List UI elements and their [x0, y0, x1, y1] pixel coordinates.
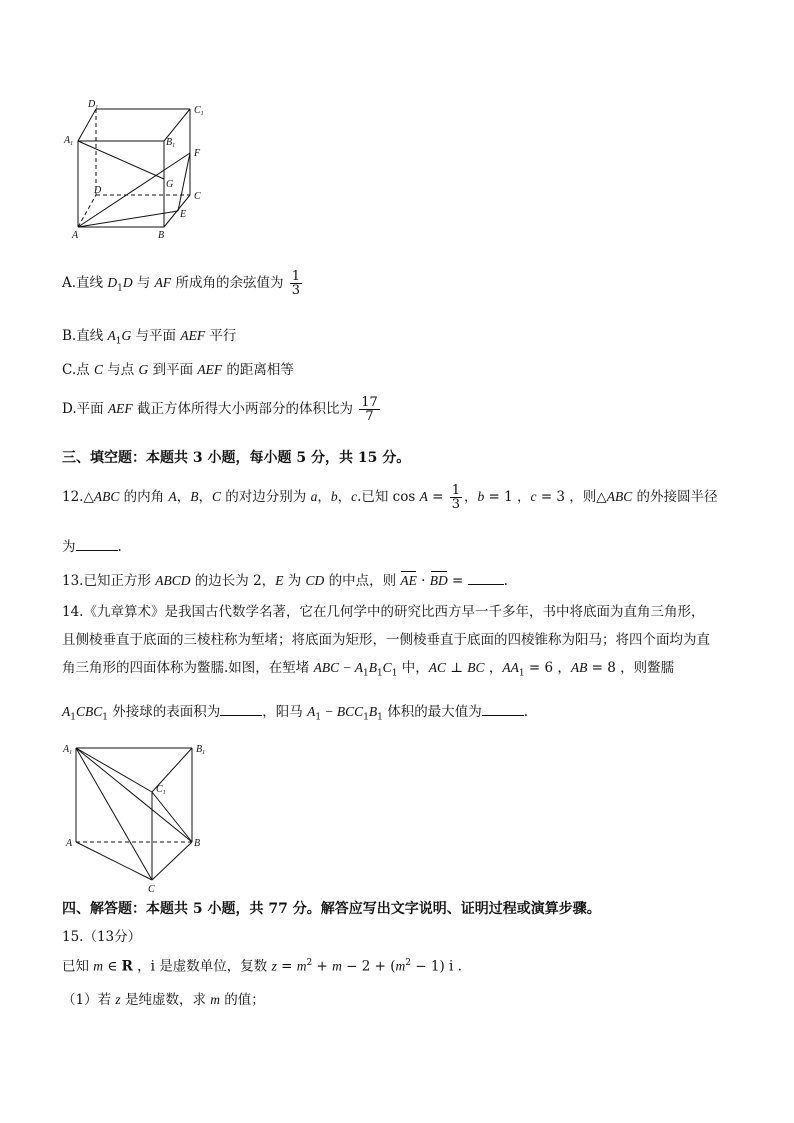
option-c: C.点 C 与点 G 到平面 AEF 的距离相等: [62, 362, 294, 378]
fraction-17-7: $\frac{17}{7}$: [361, 395, 378, 424]
label-A1: $A_1$: [64, 135, 74, 147]
section-3-heading: 三、填空题：本题共 3 小题，每小题 5 分，共 15 分。: [62, 450, 411, 466]
label-C1: $C_1$: [194, 105, 204, 117]
label-B-fig2: B: [194, 838, 201, 849]
section-4-heading: 四、解答题：本题共 5 小题，共 77 分。解答应写出文字说明、证明过程或演算步骤。: [62, 901, 601, 917]
label-B: B: [158, 230, 165, 241]
question-13: 13.已知正方形 ABCD 的边长为 2，E 为 CD 的中点，则 AE · BD = .: [62, 573, 508, 589]
vector-bd: BD: [429, 573, 448, 588]
label-B1-fig2: $B_1$: [196, 744, 206, 756]
label-F: F: [194, 148, 201, 159]
question-14-line1: 14.《九章算术》是我国古代数学名著，它在几何学中的研究比西方早一千多年，书中将底面为直角三角形，: [62, 604, 705, 620]
question-14-line3: 角三角形的四面体称为鳖臑.如图，在堑堵 ABC − $A_1B_1C_1$ 中，AC ⊥ BC ，$AA_1 = 6$ ，AB = 8 ，则鳖臑: [62, 660, 675, 679]
question-14-line2: 且侧棱垂直于底面的三棱柱称为堑堵；将底面为矩形，一侧棱垂直于底面的四棱锥称为阳马；将四个面均为直: [62, 632, 710, 648]
question-15-part1: （1）若 z 是纯虚数，求 m 的值；: [62, 992, 265, 1008]
question-12-line2: 为 .: [62, 539, 122, 555]
prism-figure: [60, 738, 220, 898]
question-14-line4: $A_1CBC_1$ 外接球的表面积为 ，阳马 $A_1 - BCC_1B_1$ 体积的最大值为 .: [62, 704, 528, 723]
answer-blank-q13[interactable]: [468, 572, 504, 585]
option-d: D.平面 AEF 截正方体所得大小两部分的体积比为 $\frac{17}{7}$: [62, 395, 378, 424]
answer-blank-q12[interactable]: [76, 538, 118, 551]
vector-ae: AE: [400, 573, 417, 588]
question-15-stem: 已知 m ∈ R ，i 是虚数单位，复数 $z = m^2 + m - 2 + (m^2 - 1)$ i .: [62, 958, 462, 975]
label-C: C: [194, 191, 201, 202]
label-D1: $D_1$: [88, 99, 99, 111]
question-15-title: 15.（13分）: [62, 929, 142, 945]
label-C-fig2: C: [148, 884, 155, 895]
option-a: A.直线 $D_1D$ 与 AF 所成角的余弦值为 $\frac{1}{3}$: [62, 269, 301, 298]
label-D: D: [94, 185, 102, 196]
question-12: 12.△ABC 的内角 A，B，C 的对边分别为 a，b，c.已知 cos A = $\frac{1}{3}$ ，b = 1 ，c = 3 ，则△ABC 的外接圆半径: [62, 483, 718, 512]
answer-blank-q14a[interactable]: [220, 703, 262, 716]
label-B1: $B_1$: [166, 137, 176, 149]
label-E: E: [180, 209, 187, 220]
label-G: G: [166, 179, 174, 190]
label-C1-fig2: $C_1$: [156, 784, 166, 796]
fraction-one-third-q12: $\frac{1}{3}$: [451, 483, 460, 512]
label-A1-fig2: $A_1$: [63, 744, 73, 756]
label-A-fig2: A: [66, 838, 73, 849]
label-A: A: [72, 230, 79, 241]
option-b: B.直线 $A_1G$ 与平面 AEF 平行: [62, 328, 237, 347]
fraction-one-third: $\frac{1}{3}$: [291, 269, 301, 298]
cube-figure: [60, 95, 220, 245]
answer-blank-q14b[interactable]: [482, 703, 524, 716]
